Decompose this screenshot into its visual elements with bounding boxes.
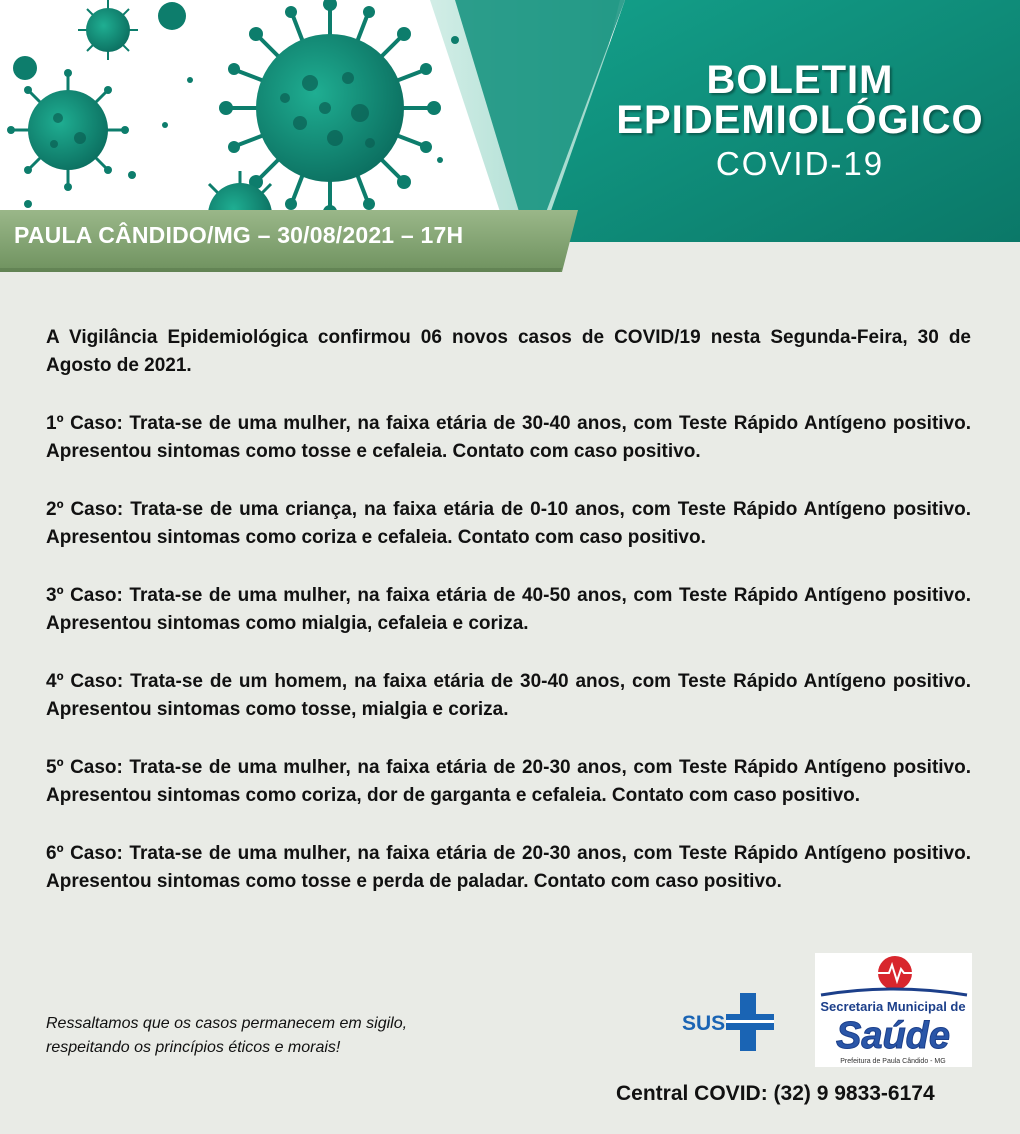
case-5: 5º Caso: Trata-se de uma mulher, na faixa etária de 20-30 anos, com Teste Rápido Antígeno positivo. Apresentou sintomas como coriza, dor de garganta e cefaleia. Contato com caso positivo. bbox=[46, 757, 971, 806]
location-date-time: PAULA CÂNDIDO/MG – 30/08/2021 – 17H bbox=[14, 222, 464, 248]
sus-text: SUS bbox=[682, 1012, 726, 1035]
secretaria-saude-logo bbox=[815, 953, 972, 1067]
note-line-2: respeitando os princípios éticos e morais! bbox=[46, 1039, 341, 1056]
intro-paragraph: A Vigilância Epidemiológica confirmou 06 novos casos de COVID/19 nesta Segunda-Feira, 30 de Agosto de 2021. bbox=[46, 327, 971, 376]
case-4: 4º Caso: Trata-se de um homem, na faixa etária de 30-40 anos, com Teste Rápido Antígeno positivo. Apresentou sintomas como tosse, mialgia e coriza. bbox=[46, 671, 971, 720]
sus-logo bbox=[682, 993, 777, 1051]
bulletin-content bbox=[46, 324, 971, 926]
central-covid-phone: Central COVID: (32) 9 9833-6174 bbox=[616, 1082, 935, 1105]
sms-line-2: Saúde bbox=[835, 1015, 951, 1057]
title-line-1: BOLETIM bbox=[706, 58, 894, 102]
confidentiality-note bbox=[46, 1012, 506, 1060]
title-line-3: COVID-19 bbox=[715, 145, 885, 182]
header bbox=[0, 0, 1020, 242]
bulletin-title bbox=[600, 60, 1000, 184]
case-3: 3º Caso: Trata-se de uma mulher, na faixa etária de 40-50 anos, com Teste Rápido Antígeno positivo. Apresentou sintomas como mialgia, cefaleia e coriza. bbox=[46, 585, 971, 634]
sms-line-1: Secretaria Municipal de bbox=[820, 999, 966, 1014]
note-line-1: Ressaltamos que os casos permanecem em sigilo, bbox=[46, 1015, 408, 1032]
sms-line-3: Prefeitura de Paula Cândido - MG bbox=[840, 1058, 946, 1065]
title-line-2: EPIDEMIOLÓGICO bbox=[616, 98, 984, 142]
case-6: 6º Caso: Trata-se de uma mulher, na faixa etária de 20-30 anos, com Teste Rápido Antígeno positivo. Apresentou sintomas como tosse e perda de paladar. Contato com caso positivo. bbox=[46, 843, 971, 892]
case-1: 1º Caso: Trata-se de uma mulher, na faixa etária de 30-40 anos, com Teste Rápido Antígeno positivo. Apresentou sintomas como tosse e cefaleia. Contato com caso positivo. bbox=[46, 413, 971, 462]
case-2: 2º Caso: Trata-se de uma criança, na faixa etária de 0-10 anos, com Teste Rápido Antígeno positivo. Apresentou sintomas como coriza e cefaleia. Contato com caso positivo. bbox=[46, 499, 971, 548]
